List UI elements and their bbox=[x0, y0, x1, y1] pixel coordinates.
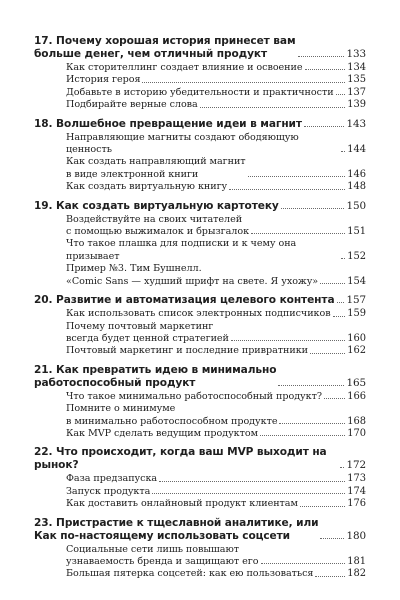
section-entry bbox=[66, 87, 366, 99]
chapter-page-number: 133 bbox=[346, 48, 366, 60]
section-list bbox=[34, 132, 366, 194]
dot-leader bbox=[231, 340, 345, 341]
section-page-number: 176 bbox=[347, 498, 366, 510]
dot-leader bbox=[281, 208, 345, 209]
chapter-page-number: 172 bbox=[346, 459, 366, 472]
chapter-page-number: 150 bbox=[346, 199, 366, 212]
dot-leader bbox=[337, 302, 345, 303]
section-title: Почтовый маркетинг и последние привратники bbox=[66, 345, 308, 357]
dot-leader bbox=[340, 467, 344, 468]
section-page-number: 154 bbox=[347, 275, 366, 287]
dot-leader bbox=[159, 481, 345, 482]
section-page-number: 146 bbox=[347, 168, 366, 180]
section-list bbox=[34, 214, 366, 288]
chapter-page-number: 165 bbox=[346, 376, 366, 389]
section-entry bbox=[66, 403, 366, 428]
section-page-number: 135 bbox=[347, 74, 366, 86]
section-entry bbox=[66, 568, 366, 580]
section-title: Большая пятерка соцсетей: как ею пользоваться bbox=[66, 568, 314, 580]
section-page-number: 137 bbox=[347, 86, 366, 98]
section-page-number: 152 bbox=[347, 250, 366, 262]
section-page-number: 139 bbox=[347, 99, 366, 111]
section-title: Почему почтовый маркетинг всегда будет ценной стратегией bbox=[66, 320, 229, 344]
section-page-number: 148 bbox=[347, 181, 366, 193]
dot-leader bbox=[251, 233, 345, 234]
section-page-number: 162 bbox=[347, 345, 366, 357]
section-entry bbox=[66, 99, 366, 111]
dot-leader bbox=[142, 82, 345, 83]
section-list bbox=[34, 473, 366, 510]
dot-leader bbox=[152, 493, 345, 494]
section-entry bbox=[66, 486, 366, 498]
dot-leader bbox=[305, 69, 346, 70]
section-list bbox=[34, 308, 366, 358]
toc-chapter bbox=[34, 517, 366, 581]
section-page-number: 159 bbox=[347, 308, 366, 320]
chapter-title: 22. Что происходит, когда ваш MVP выходит на рынок? bbox=[34, 446, 327, 472]
dot-leader bbox=[260, 435, 345, 436]
section-title: Подбирайте верные слова bbox=[66, 99, 198, 111]
section-title: Направляющие магниты создают ободяющую ценность bbox=[66, 131, 299, 156]
section-entry bbox=[66, 428, 366, 440]
section-entry bbox=[66, 156, 366, 181]
dot-leader bbox=[300, 506, 345, 507]
section-title: Что такое минимально работоспособный продукт? bbox=[66, 390, 322, 402]
section-entry bbox=[66, 308, 366, 320]
section-title: Помните о минимуме в минимально работоспособном продукте bbox=[66, 403, 278, 427]
section-title: Пример №3. Тим Бушнелл. «Comic Sans — худший шрифт на свете. Я ухожу» bbox=[66, 263, 319, 287]
dot-leader bbox=[320, 283, 345, 284]
section-title: Добавьте в историю убедительности и практичности bbox=[66, 86, 334, 98]
section-title: Как доставить онлайновый продукт клиентам bbox=[66, 498, 298, 510]
dot-leader bbox=[336, 94, 346, 95]
section-entry bbox=[66, 473, 366, 485]
dot-leader bbox=[278, 385, 344, 386]
section-title: Как создать направляющий магнит в виде электронной книги bbox=[66, 156, 246, 180]
section-entry bbox=[66, 345, 366, 357]
section-title: История героя bbox=[66, 74, 141, 86]
dot-leader bbox=[200, 107, 346, 108]
dot-leader bbox=[333, 316, 346, 317]
dot-leader bbox=[310, 353, 345, 354]
table-of-contents bbox=[34, 35, 366, 581]
chapter-title: 21. Как превратить идею в минимально работоспособный продукт bbox=[34, 363, 277, 389]
section-list bbox=[34, 391, 366, 441]
section-list bbox=[34, 62, 366, 112]
section-entry bbox=[66, 181, 366, 193]
chapter-entry bbox=[34, 517, 366, 543]
section-page-number: 173 bbox=[347, 473, 366, 485]
section-entry bbox=[66, 214, 366, 239]
section-page-number: 160 bbox=[347, 332, 366, 344]
dot-leader bbox=[298, 56, 345, 57]
dot-leader bbox=[279, 423, 345, 424]
dot-leader bbox=[229, 189, 345, 190]
chapter-title: 20. Развитие и автоматизация целевого контента bbox=[34, 294, 335, 307]
toc-chapter bbox=[34, 364, 366, 441]
section-page-number: 181 bbox=[347, 555, 366, 567]
chapter-title: 23. Пристрастие к тщеславной аналитике, или Как по-настоящему использовать соцсети bbox=[34, 516, 319, 542]
section-page-number: 166 bbox=[347, 390, 366, 402]
section-title: Фаза предзапуска bbox=[66, 473, 158, 485]
section-entry bbox=[66, 74, 366, 86]
section-title: Как создать виртуальную книгу bbox=[66, 181, 228, 193]
toc-chapter bbox=[34, 118, 366, 194]
section-page-number: 168 bbox=[347, 415, 366, 427]
dot-leader bbox=[341, 258, 345, 259]
chapter-page-number: 157 bbox=[346, 294, 366, 307]
section-title: Воздействуйте на своих читателей с помощью выжималок и брызгалок bbox=[66, 213, 250, 238]
chapter-entry bbox=[34, 364, 366, 390]
chapter-page-number: 143 bbox=[346, 117, 366, 130]
section-page-number: 144 bbox=[347, 144, 366, 156]
section-entry bbox=[66, 498, 366, 510]
section-title: Запуск продукта bbox=[66, 485, 151, 497]
dot-leader bbox=[320, 538, 344, 539]
section-entry bbox=[66, 321, 366, 346]
section-list bbox=[34, 544, 366, 581]
chapter-page-number: 180 bbox=[346, 529, 366, 542]
toc-chapter bbox=[34, 35, 366, 112]
section-entry bbox=[66, 544, 366, 569]
section-entry bbox=[66, 238, 366, 263]
toc-chapter bbox=[34, 446, 366, 510]
section-page-number: 170 bbox=[347, 427, 366, 439]
chapter-entry bbox=[34, 200, 366, 213]
section-entry bbox=[66, 62, 366, 74]
dot-leader bbox=[315, 576, 345, 577]
dot-leader bbox=[248, 176, 346, 177]
section-page-number: 134 bbox=[347, 62, 366, 73]
chapter-title: 17. Почему хорошая история принесет вам больше денег, чем отличный продукт bbox=[34, 35, 296, 60]
toc-chapter bbox=[34, 200, 366, 288]
section-entry bbox=[66, 263, 366, 288]
dot-leader bbox=[261, 563, 346, 564]
section-page-number: 151 bbox=[347, 226, 366, 238]
chapter-entry bbox=[34, 118, 366, 131]
chapter-title: 19. Как создать виртуальную картотеку bbox=[34, 199, 279, 212]
section-title: Как сторителлинг создает влияние и освоение bbox=[66, 62, 303, 73]
section-entry bbox=[66, 132, 366, 157]
section-page-number: 182 bbox=[347, 568, 366, 580]
chapter-entry bbox=[34, 35, 366, 61]
chapter-title: 18. Волшебное превращение идеи в магнит bbox=[34, 117, 302, 130]
dot-leader bbox=[304, 126, 345, 127]
section-title: Социальные сети лишь повышают узнаваемость бренда и защищают его bbox=[66, 543, 259, 567]
section-title: Что такое плашка для подписки и к чему она призывает bbox=[66, 238, 297, 262]
toc-chapter bbox=[34, 294, 366, 358]
section-title: Как использовать список электронных подписчиков bbox=[66, 308, 331, 320]
chapter-entry bbox=[34, 446, 366, 472]
section-page-number: 174 bbox=[347, 485, 366, 497]
section-entry bbox=[66, 391, 366, 403]
section-title: Как MVP сделать ведущим продуктом bbox=[66, 427, 259, 439]
dot-leader bbox=[341, 151, 345, 152]
dot-leader bbox=[324, 398, 345, 399]
chapter-entry bbox=[34, 294, 366, 307]
